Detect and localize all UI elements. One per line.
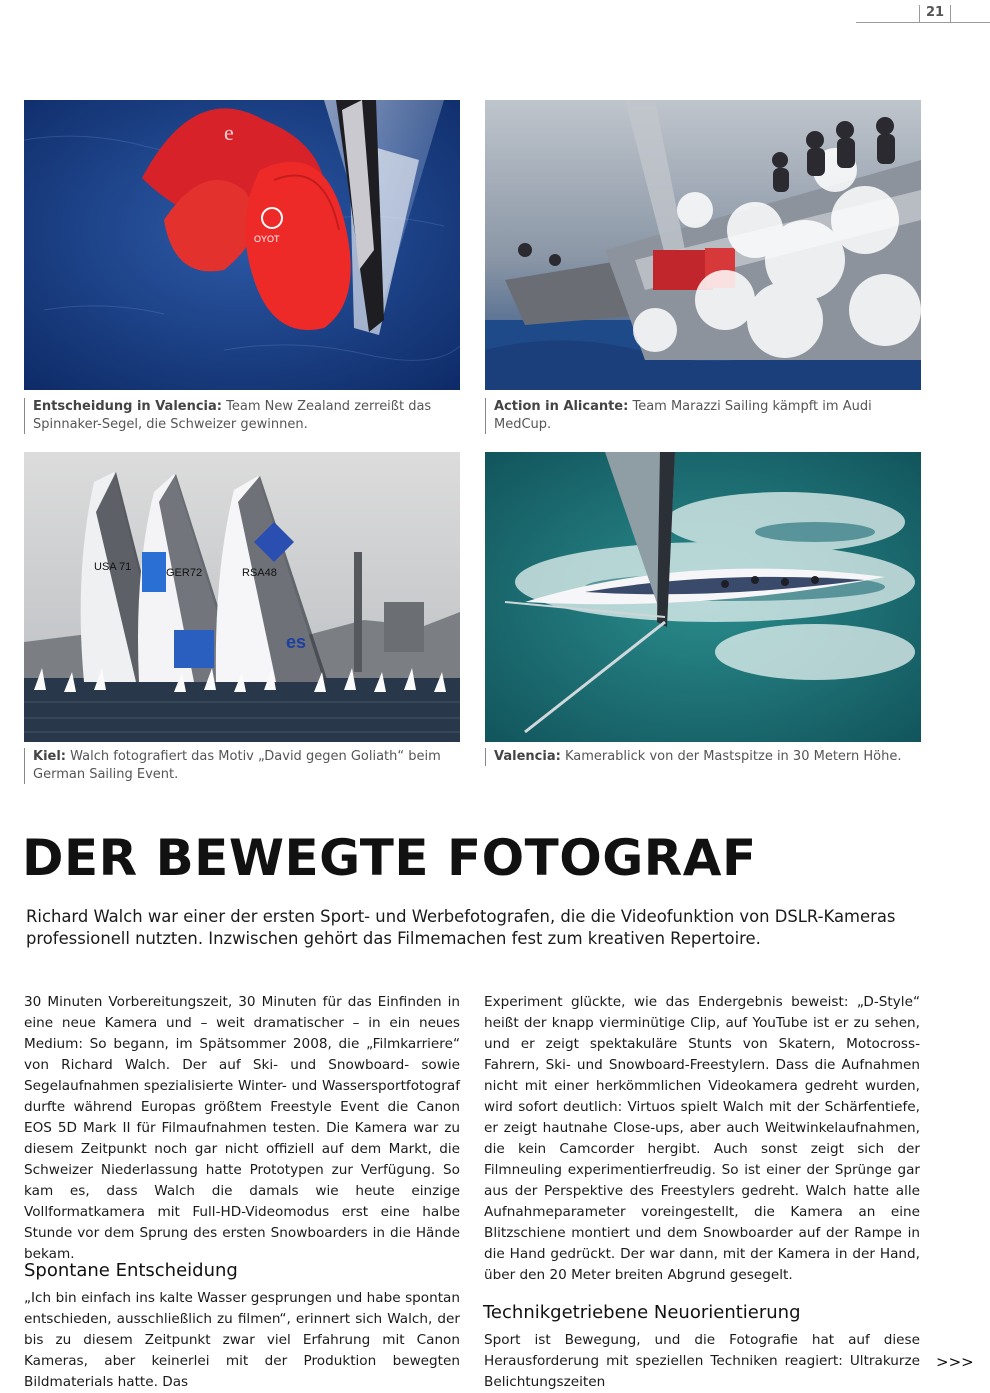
body-paragraph: „Ich bin einfach ins kalte Wasser gesprungen und habe spontan entschieden, ausschließlich zu filmen“, erinnert sich Walch, der bis zu diesem Zeitpunkt zwar viel Erfahrung mit Canon Kameras, aber keinerlei mit der Produktion bewegten Bildmaterials hatte. Das bbox=[24, 1290, 460, 1390]
body-paragraph: Experiment glückte, wie das Endergebnis beweist: „D-Style“ heißt der knapp vierminütige Clip, auf YouTube ist er zu sehen, und er zeigt spektakuläre Stunts von Skatern, Motocross-Fahrern, Ski- und Snowboard-Freestylern. Dass die Aufnahmen nicht mit einer herkömmlichen Videokamera gedreht wurden, wird sofort deutlich: Virtuos spielt Walch mit der Schärfentiefe, er zeigt hautnahe Close-ups, aber auch Weitwinkelaufnahmen, die kein Camcorder hergibt. Auch sonst zeigt sich der Filmneuling experimentierfreudig. So ist einer der Sprünge gar aus der Perspektive des Freestylers gedreht. Walch hatte alle Aufnahmeparameter voreingestellt, die Kamera an eine Blitzschiene montiert und dem Snowboarder auf der Rampe in die Hand gedrückt. Der war dann, mit der Kamera in der Hand, über den 20 Meter breiten Abgrund gesegelt. bbox=[484, 994, 920, 1283]
caption-text: Walch fotografiert das Motiv „David gegen Goliath“ beim German Sailing Event. bbox=[33, 749, 441, 782]
photo-valencia-masthead bbox=[485, 452, 921, 742]
continue-arrows: >>> bbox=[936, 1353, 974, 1371]
sailboat-crew-spray-photo bbox=[485, 100, 921, 390]
caption-valencia-spinnaker bbox=[24, 398, 458, 434]
subheading-technikgetriebene-neuorientierung: Technikgetriebene Neuorientierung bbox=[483, 1302, 801, 1323]
page-number-rule bbox=[856, 22, 990, 23]
caption-label: Action in Alicante: bbox=[494, 399, 629, 414]
masthead-view-aerial-photo bbox=[485, 452, 921, 742]
page-number-divider bbox=[950, 5, 951, 22]
sailboat-red-spinnaker-aerial-photo bbox=[24, 100, 460, 390]
photo-valencia-spinnaker bbox=[24, 100, 460, 390]
caption-text: Team Marazzi Sailing kämpft im Audi MedCup. bbox=[494, 399, 872, 432]
subheading-spontane-entscheidung: Spontane Entscheidung bbox=[24, 1260, 238, 1281]
article-lead: Richard Walch war einer der ersten Sport- und Werbefotografen, die die Videofunktion von DSLR-Kameras professionell nutzten. Inzwischen gehört das Filmemachen fest zum kreativen Repertoire. bbox=[26, 907, 896, 948]
svg-text:RSA48: RSA48 bbox=[242, 567, 277, 579]
page-number: 21 bbox=[925, 5, 945, 20]
caption-text: Team New Zealand zerreißt das Spinnaker-Segel, die Schweizer gewinnen. bbox=[33, 399, 432, 432]
caption-alicante-spray bbox=[485, 398, 919, 434]
svg-text:OYOT: OYOT bbox=[254, 234, 280, 244]
caption-label: Valencia: bbox=[494, 749, 561, 764]
article-column-left-continued bbox=[24, 1288, 460, 1393]
caption-label: Entscheidung in Valencia: bbox=[33, 399, 222, 414]
caption-valencia-masthead bbox=[485, 748, 919, 766]
three-sailboats-regatta-photo bbox=[24, 452, 460, 742]
svg-text:e: e bbox=[224, 120, 234, 145]
caption-label: Kiel: bbox=[33, 749, 67, 764]
svg-text:GER72: GER72 bbox=[166, 567, 203, 579]
body-paragraph: 30 Minuten Vorbereitungszeit, 30 Minuten für das Einfinden in eine neue Kamera und – weit dramatischer – in ein neues Medium: So begann, im Spätsommer 2008, die „Filmkarriere“ von Richard Walch. Der auf Ski- und Snowboard- sowie Segelaufnahmen spezialisierte Winter- und Wassersportfotograf durfte während Europas größtem Freestyle Event die Canon EOS 5D Mark II für Filmaufnahmen testen. Die Kamera war zu diesem Zeitpunkt noch gar nicht offiziell auf dem Markt, die Schweizer Niederlassung hatte Prototypen zur Verfügung. So kam es, dass Walch die damals wie heute einzige Vollformatkamera mit Full-HD-Videomodus erst eine halbe Stunde vor dem Sprung des ersten Snowboarders in die Hände bekam. bbox=[24, 994, 460, 1262]
caption-text: Kamerablick von der Mastspitze in 30 Metern Höhe. bbox=[564, 749, 902, 764]
article-column-right-continued bbox=[484, 1330, 920, 1393]
photo-kiel-regatta bbox=[24, 452, 460, 742]
article-column-right bbox=[484, 992, 920, 1286]
article-headline: DER BEWEGTE FOTOGRAF bbox=[22, 829, 757, 887]
body-paragraph: Sport ist Bewegung, und die Fotografie hat auf diese Herausforderung mit speziellen Techniken reagiert: Ultrakurze Belichtungszeiten bbox=[484, 1332, 920, 1390]
svg-text:es: es bbox=[286, 632, 307, 652]
article-column-left bbox=[24, 992, 460, 1265]
caption-kiel-regatta bbox=[24, 748, 458, 784]
svg-text:USA 71: USA 71 bbox=[94, 561, 132, 573]
photo-alicante-spray bbox=[485, 100, 921, 390]
